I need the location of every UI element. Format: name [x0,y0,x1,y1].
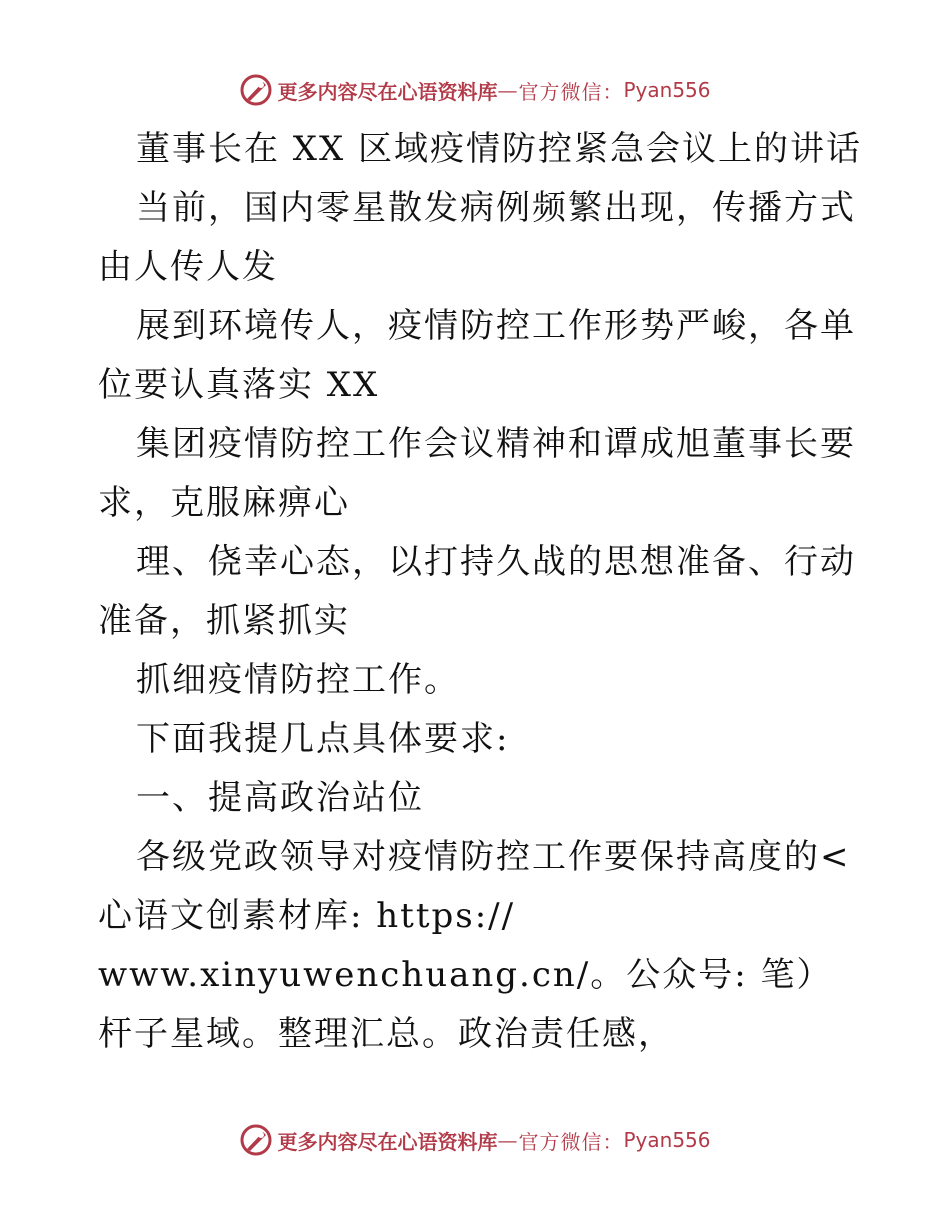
watermark-sub-text: 官方微信： [518,1129,624,1154]
paragraph-line: 各级党政领导对疫情防控工作要保持高度的<心语文创素材库: https:// [98,837,851,936]
document-title: 董事长在 XX 区域疫情防控紧急会议上的讲话 [136,129,863,169]
quill-logo-icon [239,73,273,107]
paragraph-line: 下面我提几点具体要求: [136,719,510,759]
watermark-main-text: 更多内容尽在心语资料库 [277,79,498,104]
section-heading: 一、提高政治站位 [136,778,424,818]
quill-logo-icon [239,1123,273,1157]
paragraph-line: 当前，国内零星散发病例频繁出现，传播方式由人传人发 [98,188,856,287]
paragraph-line: 展到环境传人，疫情防控工作形势严峻，各单位要认真落实 XX [98,306,856,405]
watermark-sub-text: 官方微信： [518,79,624,104]
watermark-wechat-id: Pyan556 [623,78,711,102]
paragraph-line: 抓细疫情防控工作。 [136,660,460,700]
paragraph-line: 理、侥幸心态，以打持久战的思想准备、行动准备，抓紧抓实 [98,542,856,641]
document-body [98,120,868,1064]
header-watermark [0,70,950,110]
footer-watermark [0,1120,950,1160]
watermark-dash: — [497,1128,519,1152]
watermark-wechat-id: Pyan556 [623,1128,711,1152]
paragraph-line: www.xinyuwenchuang.cn/。公众号: 笔）杆子星域。整理汇总。政治责任感， [98,955,833,1054]
watermark-dash: — [497,78,519,102]
paragraph-line: 集团疫情防控工作会议精神和谭成旭董事长要求，克服麻痹心 [98,424,856,523]
watermark-main-text: 更多内容尽在心语资料库 [277,1129,498,1154]
